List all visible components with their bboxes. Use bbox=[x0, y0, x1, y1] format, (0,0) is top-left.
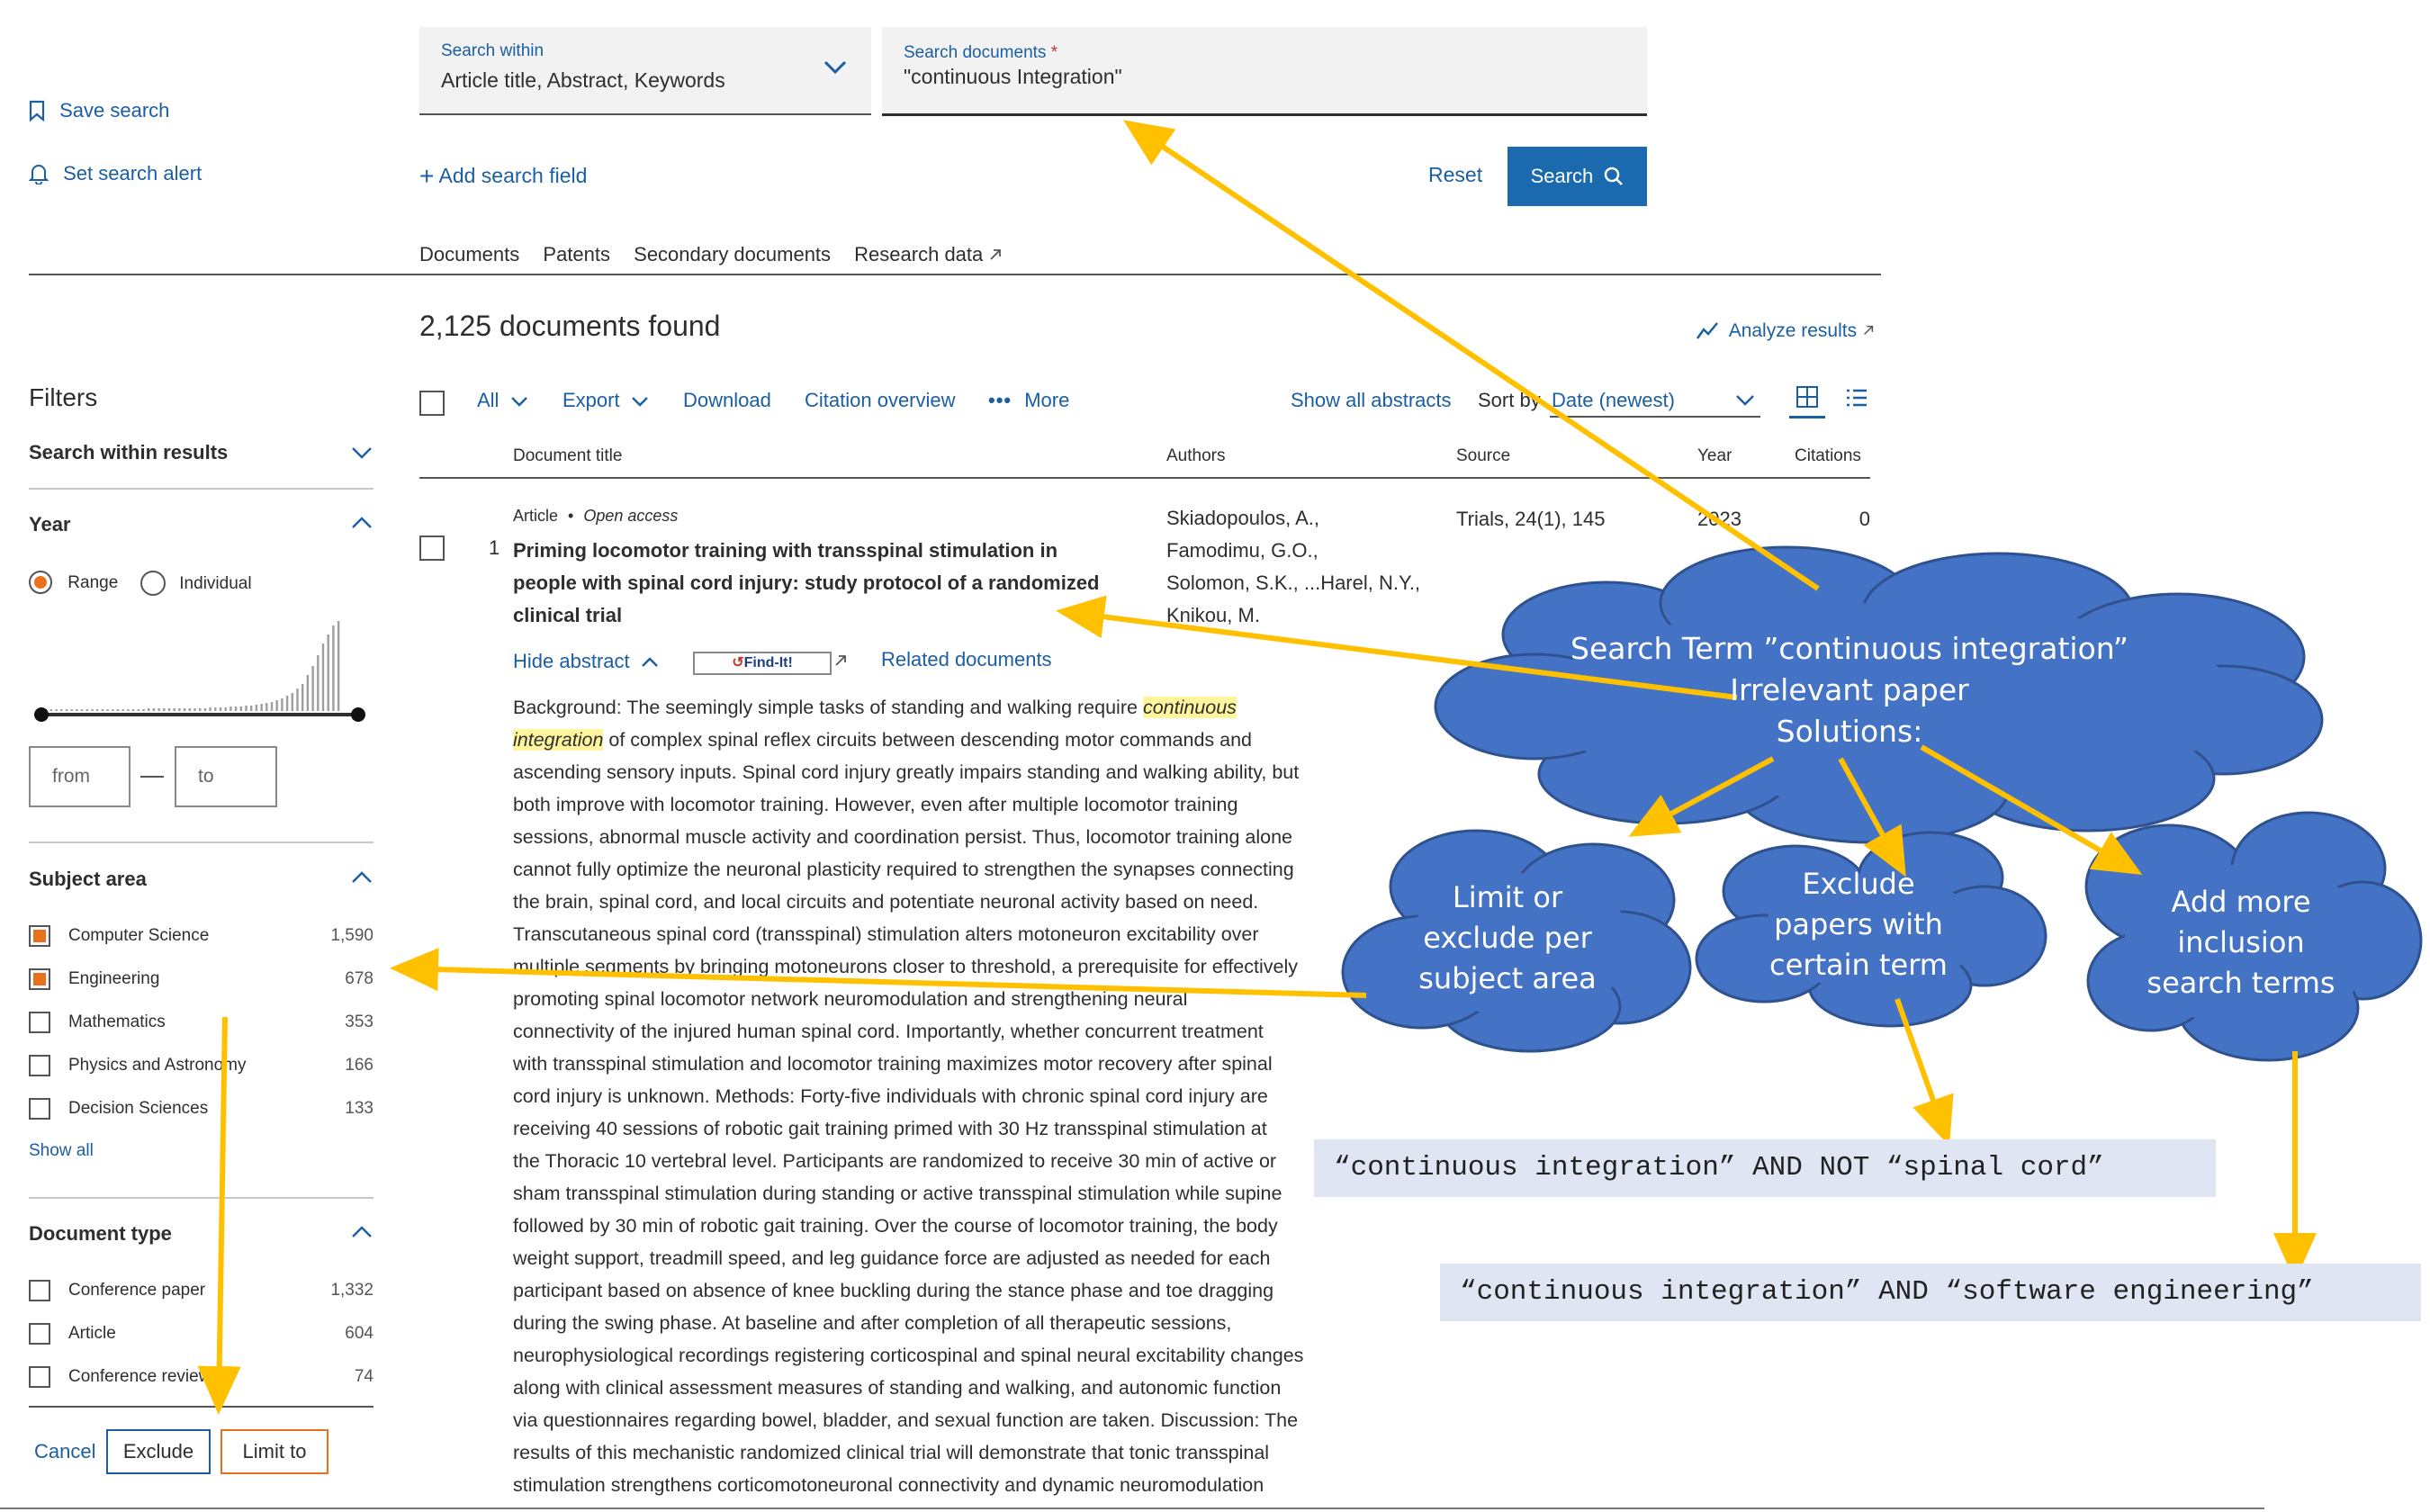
add-cloud-text bbox=[2128, 882, 2354, 1003]
column-source: Source bbox=[1456, 446, 1511, 465]
result-title-line: people with spinal cord injury: study protocol of a randomized bbox=[513, 572, 1100, 594]
sort-by-label: Sort by bbox=[1478, 389, 1541, 411]
result-title-line: clinical trial bbox=[513, 604, 623, 626]
author-link[interactable]: Famodimu, G.O., bbox=[1166, 539, 1318, 562]
to-placeholder: to bbox=[198, 766, 214, 787]
more-label: More bbox=[1024, 389, 1070, 411]
search-button-label: Search bbox=[1530, 165, 1594, 187]
abstract-line: multiple segments by bringing motoneurons closer to threshold, a prerequisite for effectively bbox=[513, 956, 1298, 977]
analyze-results-label: Analyze results bbox=[1728, 320, 1858, 341]
highlight-term: continuous bbox=[1142, 697, 1237, 718]
cloud-line: Solutions: bbox=[1776, 714, 1923, 750]
main-cloud-text bbox=[1485, 628, 2214, 753]
related-documents-link[interactable]: Related documents bbox=[881, 648, 1052, 670]
facet-count: 1,332 bbox=[330, 1281, 374, 1300]
all-label: All bbox=[477, 389, 500, 411]
abstract-segment: of complex spinal reflex circuits between descending motor commands and bbox=[603, 729, 1253, 751]
abstract-line: the Thoracic 10 vertebral level. Participants are randomized to receive 30 min of active or bbox=[513, 1150, 1277, 1172]
facet-label: Article bbox=[68, 1324, 116, 1343]
tab-patents[interactable]: Patents bbox=[543, 243, 611, 266]
individual-label: Individual bbox=[179, 574, 252, 593]
result-source[interactable]: Trials, 24(1), 145 bbox=[1456, 508, 1606, 530]
cloud-line: certain term bbox=[1769, 947, 1948, 982]
abstract-line: during the swing phase. At baseline and after completion of all therapeutic sessions, bbox=[513, 1312, 1232, 1334]
cloud-line: Limit or bbox=[1452, 880, 1563, 914]
column-year: Year bbox=[1697, 446, 1732, 465]
facet-label: Decision Sciences bbox=[68, 1099, 209, 1118]
from-placeholder: from bbox=[52, 766, 90, 787]
range-label: Range bbox=[68, 573, 119, 592]
and-query-example: “continuous integration” AND “software engineering” bbox=[1440, 1264, 2421, 1321]
export-label: Export bbox=[562, 389, 620, 411]
column-authors: Authors bbox=[1166, 446, 1226, 465]
abstract-line: followed by 30 min of robotic gait training. Over the course of locomotor training, the body bbox=[513, 1215, 1278, 1237]
hide-abstract-label: Hide abstract bbox=[513, 650, 630, 672]
cloud-line: Add more bbox=[2171, 885, 2311, 919]
set-search-alert-label: Set search alert bbox=[63, 162, 202, 184]
bullet-separator: • bbox=[568, 507, 574, 525]
abstract-segment: Background: The seemingly simple tasks of standing and walking require bbox=[513, 697, 1143, 718]
result-title-line: Priming locomotor training with transspinal stimulation in bbox=[513, 539, 1058, 562]
year-filter-title: Year bbox=[29, 513, 71, 536]
abstract-line: connectivity of the injured human spinal cord. Importantly, whether concurrent treatment bbox=[513, 1021, 1264, 1042]
facet-label: Mathematics bbox=[68, 1012, 166, 1031]
column-document-title: Document title bbox=[513, 446, 623, 465]
show-all-abstracts-button[interactable]: Show all abstracts bbox=[1291, 389, 1452, 411]
show-all-subjects-link[interactable]: Show all bbox=[29, 1141, 94, 1160]
search-documents-value: "continuous Integration" bbox=[904, 65, 1122, 88]
column-citations: Citations bbox=[1795, 446, 1861, 465]
cloud-line: papers with bbox=[1774, 906, 1943, 941]
abstract-line: results of this mechanistic randomized clinical trial will demonstrate that tonic transspinal bbox=[513, 1442, 1270, 1463]
facet-label: Engineering bbox=[68, 969, 160, 988]
facet-label: Computer Science bbox=[68, 926, 210, 945]
abstract-line: Transcutaneous spinal cord (transspinal) stimulation alters motoneuron excitability over bbox=[513, 923, 1259, 945]
search-within-value: Article title, Abstract, Keywords bbox=[441, 68, 725, 92]
cloud-line: Exclude bbox=[1802, 867, 1915, 901]
sort-value: Date (newest) bbox=[1552, 389, 1675, 411]
tab-documents[interactable]: Documents bbox=[419, 243, 520, 266]
abstract-line: weight support, treadmill speed, and leg guidance force are adjusted as needed for each bbox=[513, 1247, 1271, 1269]
abstract-line: ascending sensory inputs. Spinal cord injury greatly impairs standing and walking ability, but bbox=[513, 761, 1300, 783]
result-year: 2023 bbox=[1697, 508, 1742, 530]
tab-research-data[interactable]: Research data bbox=[854, 243, 984, 266]
result-citations: 0 bbox=[1858, 508, 1870, 530]
exclude-cloud-text bbox=[1746, 864, 1971, 985]
author-link[interactable]: Knikou, M. bbox=[1166, 604, 1260, 626]
facet-count: 604 bbox=[345, 1324, 374, 1343]
cloud-line: inclusion bbox=[2177, 924, 2305, 959]
save-search-label: Save search bbox=[59, 99, 170, 122]
document-type-label: Article bbox=[513, 507, 559, 525]
abstract-line: with transspinal stimulation and locomotor training maximizes motor recovery after spinal bbox=[513, 1053, 1273, 1075]
abstract-line: cord injury is unknown. Methods: Forty-five individuals with chronic spinal cord injury are bbox=[513, 1085, 1268, 1107]
limit-to-button[interactable]: Limit to bbox=[220, 1429, 328, 1474]
abstract-line: stimulation strengthens corticomotoneuronal connectivity and dynamic neuromodulation bbox=[513, 1474, 1264, 1496]
required-mark: * bbox=[1050, 43, 1058, 62]
abstract-line: participant based on absence of knee buckling during the stance phase and toe dragging bbox=[513, 1280, 1274, 1301]
add-search-field-label: Add search field bbox=[438, 164, 588, 187]
facet-count: 678 bbox=[345, 969, 374, 988]
cloud-line: Irrelevant paper bbox=[1730, 672, 1969, 708]
facet-count: 166 bbox=[345, 1056, 374, 1075]
abstract-line: via questionnaires regarding bowel, bladder, and sexual function are taken. Discussion: The bbox=[513, 1409, 1299, 1431]
open-access-label: Open access bbox=[583, 507, 679, 525]
abstract-line: sessions, abnormal muscle activity and coordination persist. Thus, locomotor training alone bbox=[513, 826, 1293, 848]
facet-count: 1,590 bbox=[330, 926, 374, 945]
abstract-line: the brain, spinal cord, and local circuits and potentiate neuronal activity based on need. bbox=[513, 891, 1259, 913]
arrow-to-subject-filter bbox=[400, 968, 1366, 995]
abstract-line: cannot fully optimize the neuronal plasticity required to strengthen the synapses connecting bbox=[513, 859, 1294, 880]
download-button[interactable]: Download bbox=[683, 389, 771, 411]
find-it-logo-icon: ↺ bbox=[732, 655, 744, 670]
search-within-results-toggle[interactable]: Search within results bbox=[29, 441, 229, 464]
abstract-line: along with clinical assessment measures of standing and walking, and autonomic function bbox=[513, 1377, 1282, 1399]
author-link[interactable]: Solomon, S.K., ...Harel, N.Y., bbox=[1166, 572, 1421, 594]
highlight-term: integration bbox=[513, 729, 604, 751]
facet-count: 133 bbox=[345, 1099, 374, 1118]
exclude-button[interactable]: Exclude bbox=[106, 1429, 211, 1474]
author-link[interactable]: Skiadopoulos, A., bbox=[1166, 507, 1320, 529]
cloud-line: search terms bbox=[2146, 965, 2336, 1000]
facet-label: Conference paper bbox=[68, 1281, 206, 1300]
results-count: 2,125 documents found bbox=[419, 310, 721, 342]
cancel-button[interactable]: Cancel bbox=[34, 1440, 96, 1462]
not-query-example: “continuous integration” AND NOT “spinal cord” bbox=[1314, 1139, 2216, 1197]
result-index: 1 bbox=[489, 536, 500, 559]
abstract-line: receiving 40 sessions of robotic gait training primed with 30 Hz transspinal stimulation at bbox=[513, 1118, 1267, 1139]
reset-button[interactable]: Reset bbox=[1428, 163, 1483, 186]
ellipsis-icon: ••• bbox=[988, 389, 1012, 411]
cloud-line: subject area bbox=[1418, 960, 1597, 995]
cloud-line: exclude per bbox=[1423, 920, 1592, 955]
facet-count: 353 bbox=[345, 1012, 374, 1031]
tab-secondary-documents[interactable]: Secondary documents bbox=[634, 243, 832, 266]
document-type-title: Document type bbox=[29, 1222, 172, 1245]
abstract-line: both improve with locomotor training. However, even after multiple locomotor training bbox=[513, 794, 1238, 815]
citation-overview-button[interactable]: Citation overview bbox=[805, 389, 956, 411]
search-documents-label-text: Search documents bbox=[904, 43, 1047, 62]
abstract-line: neurophysiological recordings registering corticospinal and spinal neural excitability changes bbox=[513, 1345, 1304, 1366]
subject-area-title: Subject area bbox=[29, 868, 147, 890]
abstract-line: promoting spinal locomotor network neuromodulation and strengthening neural bbox=[513, 988, 1188, 1010]
arrow-to-search-input bbox=[1132, 126, 1818, 589]
filters-title: Filters bbox=[29, 383, 98, 411]
facet-label: Conference review bbox=[68, 1367, 212, 1386]
arrow-to-limit-button bbox=[219, 1017, 225, 1404]
abstract-line: sham transspinal stimulation during standing or active transspinal stimulation while supine bbox=[513, 1183, 1282, 1204]
limit-cloud-text bbox=[1395, 878, 1620, 998]
cloud-line: Search Term ”continuous integration” bbox=[1570, 631, 2128, 666]
facet-count: 74 bbox=[354, 1367, 374, 1386]
search-within-label: Search within bbox=[441, 41, 544, 60]
find-it-label: Find-It! bbox=[743, 655, 793, 670]
plus-icon: + bbox=[419, 162, 435, 190]
facet-label: Physics and Astronomy bbox=[68, 1056, 247, 1075]
